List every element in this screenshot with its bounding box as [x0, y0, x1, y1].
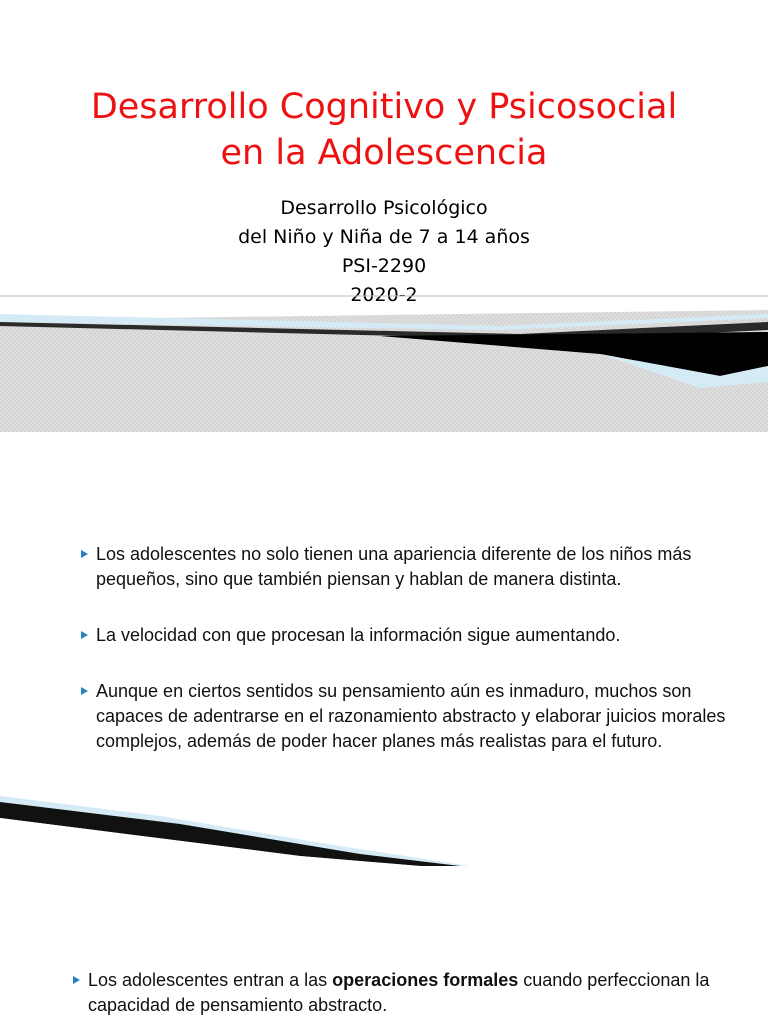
- content-slide-2: [0, 432, 768, 866]
- title-line-2: en la Adolescencia: [220, 133, 548, 173]
- subtitle-course-name: Desarrollo Psicológico: [280, 197, 488, 219]
- bullet-list: [96, 542, 746, 785]
- slide-title: [0, 84, 768, 176]
- bullet-text: Los adolescentes no solo tienen una apariencia diferente de los niños más pequeños, sino que también piensan y hablan de manera distinta.: [96, 544, 692, 589]
- bullet-text-prefix: Los adolescentes entran a las: [88, 970, 333, 990]
- swoosh-decoration: [0, 792, 768, 866]
- title-line-1: Desarrollo Cognitivo y Psicosocial: [90, 87, 678, 127]
- bullet-list: [88, 968, 748, 1018]
- bullet-text: Aunque en ciertos sentidos su pensamiento aún es inmaduro, muchos son capaces de adentrarse en el razonamiento abstracto y elaborar juicios morales complejos, además de poder hacer planes más realistas para el futuro.: [96, 681, 726, 751]
- bullet-text-suffix: cuando perfeccionan la capacidad de pensamiento abstracto.: [88, 970, 710, 1015]
- bullet-arrow-icon: [81, 631, 88, 639]
- bullet-item: [96, 623, 746, 648]
- bullet-text: La velocidad con que procesan la información sigue aumentando.: [96, 625, 621, 645]
- bullet-arrow-icon: [81, 687, 88, 695]
- subtitle-course-scope: del Niño y Niña de 7 a 14 años: [238, 226, 530, 248]
- bullet-arrow-icon: [81, 550, 88, 558]
- bullet-arrow-icon: [73, 976, 80, 984]
- swoosh-decoration: [0, 292, 768, 432]
- bullet-item: [88, 968, 748, 1018]
- subtitle-course-code: PSI-2290: [341, 255, 427, 277]
- subtitle-term: 2020-2: [350, 284, 418, 306]
- content-slide-3: [0, 866, 768, 1024]
- title-slide: [0, 0, 768, 432]
- bullet-item: [96, 679, 746, 754]
- bullet-text-bold: operaciones formales: [332, 970, 519, 990]
- bullet-item: [96, 542, 746, 592]
